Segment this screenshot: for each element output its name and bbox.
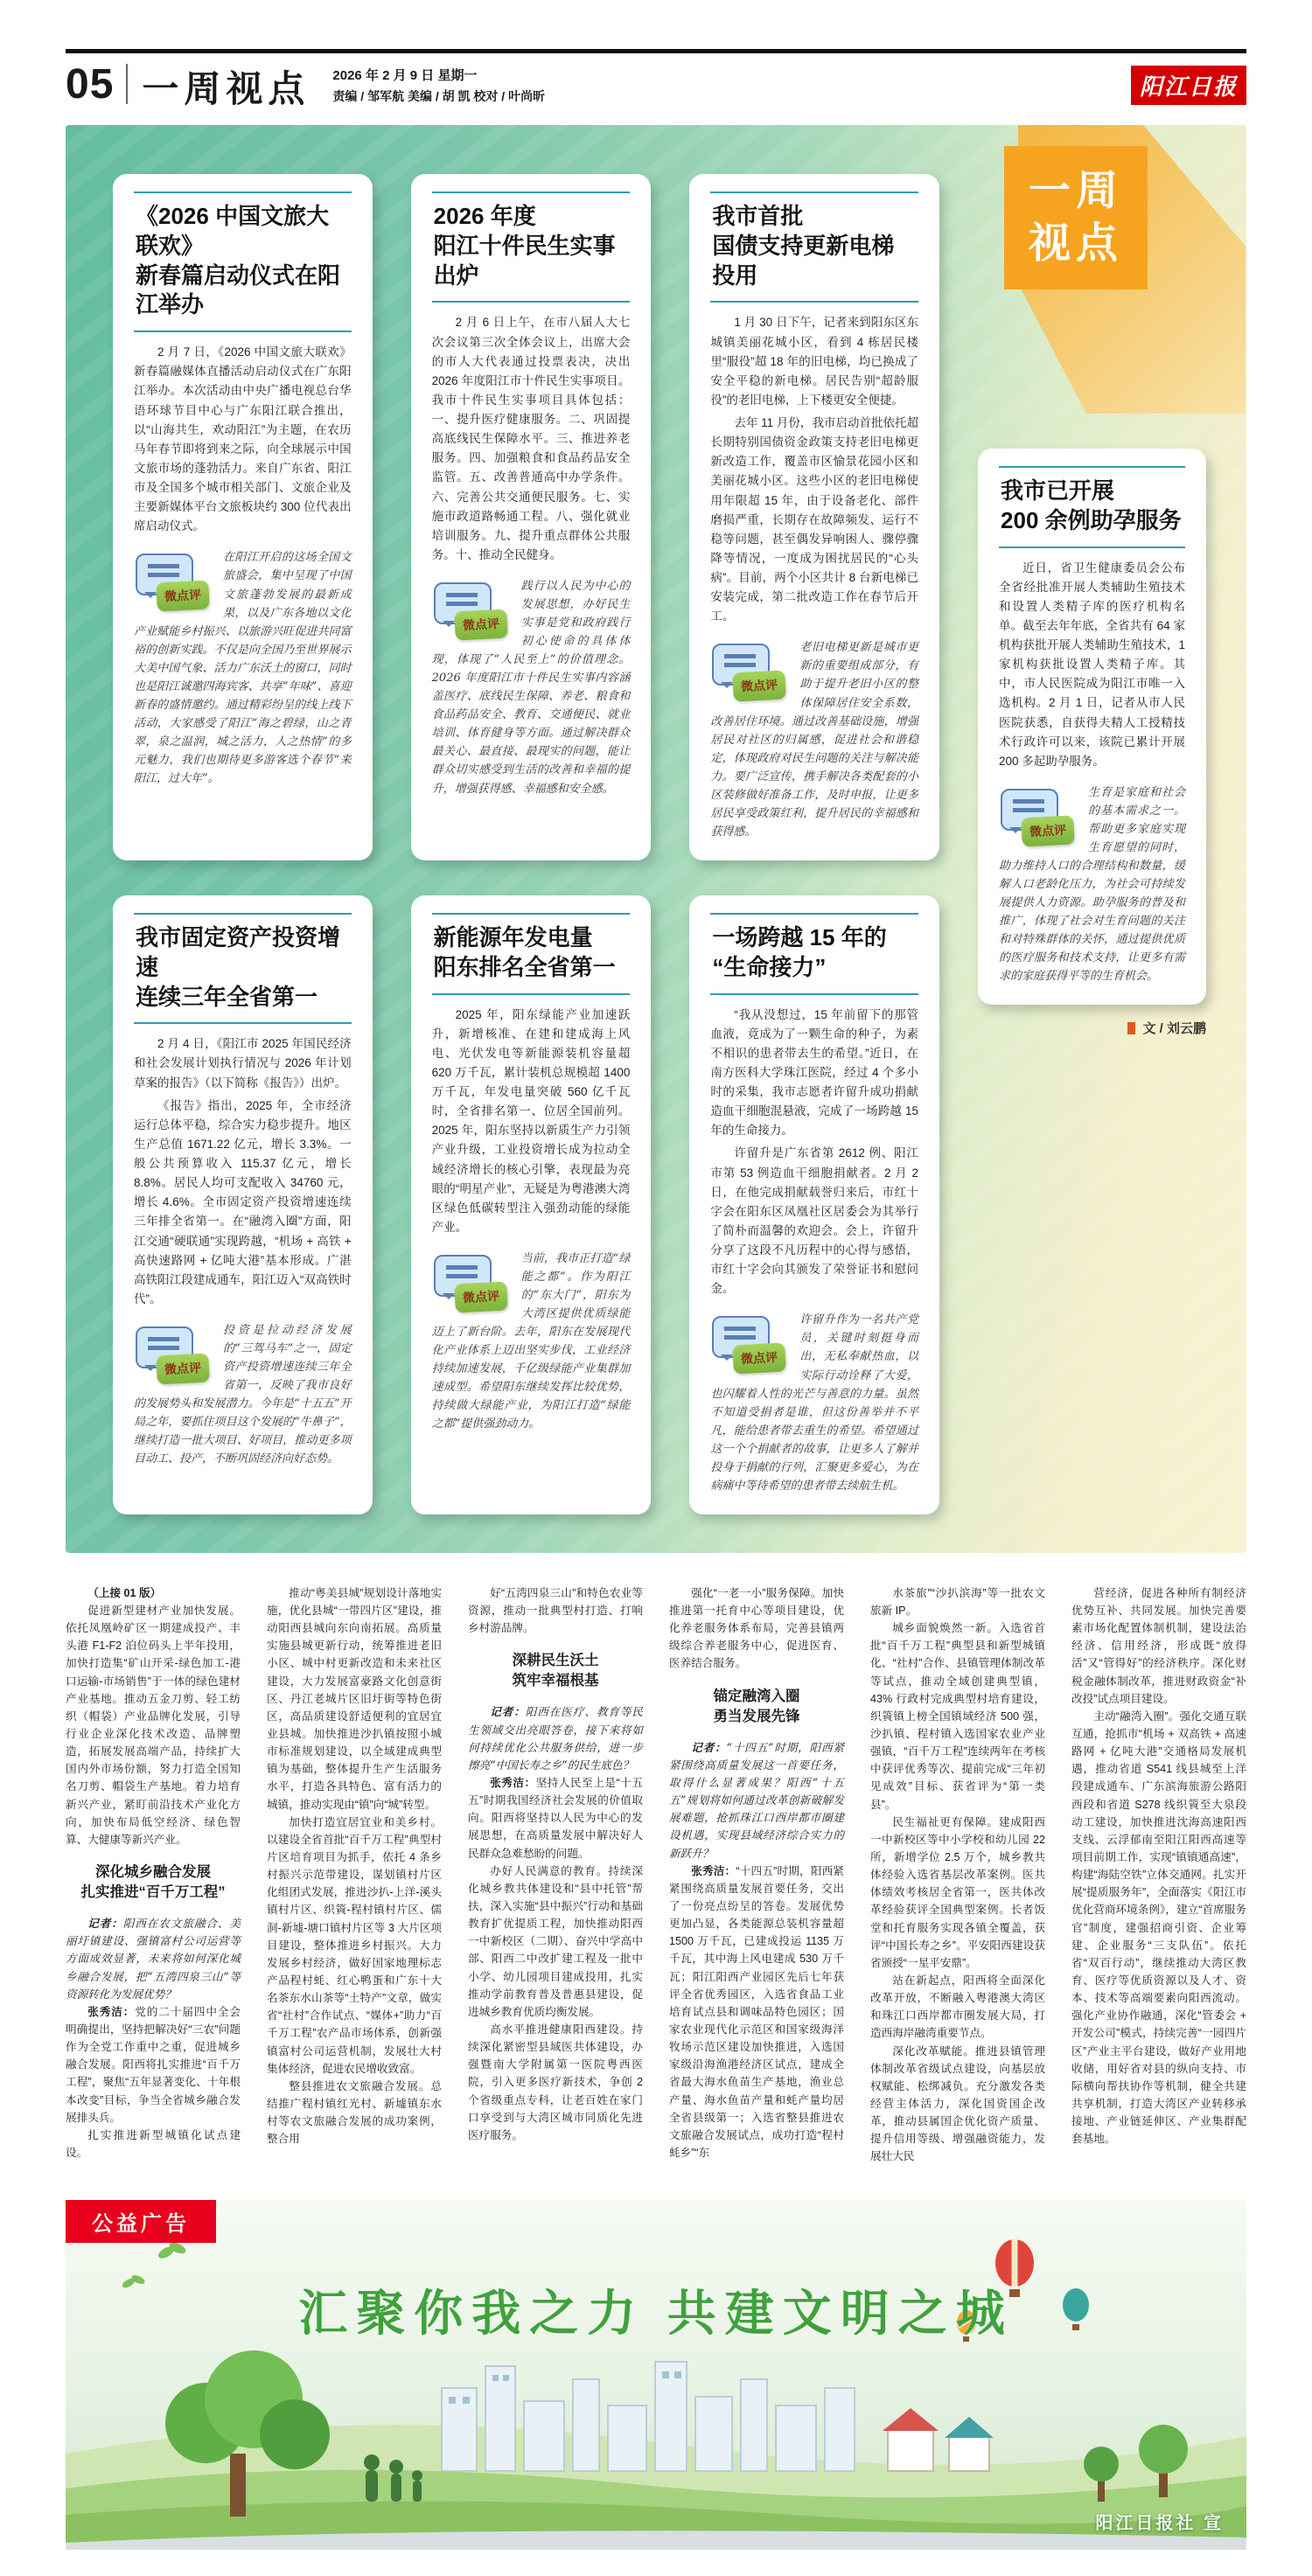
- text-block: 张秀洁：“十四五”时期，阳西紧紧围绕高质量发展首要任务，交出了一份亮点纷呈的答卷。发展优势更加凸显，各类能源总装机容量超 1500 万千瓦，已建成投运 1135 万千瓦，其中海上风电建成 530 万千瓦；阳江阳西产业园区先后七年获评全省优秀园区，入选省食品工业培育试点县和调味品特色园区；国家农业现代化示范区和国家级海洋牧场示范区建设加快推进，入选国家级沿海渔港经济区试点，建成全省最大海水鱼苗生产基地，渔业总产量、海水鱼苗产量和蚝产量均居全省县级第一；入选省整县推进农文旅融合发展试点，成功打造“程村蚝乡”“东: [669, 1864, 845, 2159]
- article-paragraph: 2 月 4 日，《阳江市 2025 年国民经济和社会发展计划执行情况与 2026 年计划草案的报告》（以下简称《报告》）出炉。: [134, 1037, 352, 1090]
- article-title: [432, 913, 631, 995]
- article-body: [432, 1006, 631, 1238]
- page-number: 05: [66, 61, 115, 108]
- article-title-line: 连续三年全省第一: [136, 983, 318, 1010]
- article-title-line: 《2026 中国文旅大联欢》: [136, 203, 330, 259]
- article-body: [710, 1006, 918, 1299]
- text-block: 记者：阳西在医疗、教育等民生领域交出亮眼答卷，接下来将如何持续优化公共服务供给，进一步擦亮“中国长寿之乡”的民生底色？: [468, 1705, 644, 1772]
- banner-title: 一周 视点: [1004, 146, 1148, 289]
- bubble-lines-icon: [1013, 799, 1044, 804]
- text-column-6: [1071, 1584, 1246, 2166]
- speech-bubbles-icon: [134, 1325, 214, 1391]
- text-block: 整县推进农文旅融合发展。总结推广程村镇红光村、新墟镇东水村等农文旅融合发展的成功案例，整合用: [267, 2079, 442, 2146]
- micro-comment-badge: 微点评: [156, 1353, 210, 1384]
- micro-comment: [710, 638, 918, 841]
- public-service-ad: [66, 2200, 1246, 2550]
- micro-comment-badge: 微点评: [1021, 815, 1075, 846]
- article-body: [134, 1034, 352, 1309]
- article-body: [134, 343, 352, 536]
- article-title: [134, 913, 352, 1024]
- article-body: [999, 559, 1185, 771]
- text-block: 加快打造宜居宜业和美乡村。以建设全省首批“百千万工程”典型村片区培育项目为抓手，依托 4 条乡村振兴示范带建设，谋划镇村片区化组团式发展，推进沙扒-上洋-溪头镇村片区、织篢-程村镇村片区、儒洞-新墟-塘口镇村片区等 3 大片区项目建设，整体推进乡村振兴。大力发展乡村经济，做好国家地理标志产品程村蚝、红心鸭蛋和广东十大名茶东水山茶等“土特产”文章，做实省“社村”合作试点、“媒体+”助力“百千万工程”农产品市场体系，创新强镇富村公司运营机制，发展壮大村集体经济，促进农民增收致富。: [267, 1815, 442, 2075]
- text-column-4: [669, 1584, 844, 2166]
- text-block: 民生福祉更有保障。建成阳西一中新校区等中小学校和幼儿园 22 所，新增学位 2.5 万个，城乡教共体经验入选省基层改革案例。医共体绩效考核居全省第一，医共体改革经验获评全国典型案例。长者饭堂和托育服务实现各镇全覆盖，获评“中国长寿之乡”。平安阳西建设获省颁授“一星平安鼎”。: [870, 1815, 1045, 1969]
- micro-comment: [710, 1311, 918, 1494]
- article-title-line: 阳江十件民生实事出炉: [433, 232, 616, 289]
- text-block: 营经济，促进各种所有制经济优势互补、共同发展。加快完善要素市场化配置体制机制，建设法治经济、信用经济，形成既“放得活”又“管得好”的经济秩序。深化财税金融体制改革，推进财政资金“补改投”试点项目建设。: [1071, 1586, 1246, 1705]
- article-paragraph: 去年 11 月份，我市启动首批依托超长期特别国债资金政策支持老旧电梯更新改造工作，覆盖市区愉景花园小区和美丽花城小区。这些小区的老旧电梯使用年限超 15 年，由于设备老化、部件磨损严重，长期存在故障频发、运行不稳等问题，甚至偶发异响困人、骤停骤降等情况，一度成为困扰居民的“心头病”。目前，两个小区共计 8 台新电梯已安装完成，第二批改造工作在春节后开工。: [710, 416, 919, 623]
- text-block: 记者：“十四五”时期，阳西紧紧围绕高质量发展这一首要任务，取得什么显著成果？阳西“十五五”规划将如何通过改革创新破解发展难题，抢抓珠江口西岸都市圈建设机遇，实现县域经济综合实力的新跃升？: [669, 1740, 844, 1860]
- article-title: [710, 191, 918, 303]
- micro-comment-text: 在阳江开启的这场全国文旅盛会，集中呈现了中国文旅蓬勃发展的最新成果，以及广东各地以文化产业赋能乡村振兴、以旅游兴旺促进共同富裕的创新实践。不仅是向全国乃至世界展示大美中国气象、活力广东沃土的窗口，同时也是阳江诚邀四海宾客、共享“年味”、喜迎新春的盛情邀约。通过精彩纷呈的线上线下活动，大家感受了阳江“海之碧绿，山之青翠，泉之温润，城之活力，人之热情”的多元魅力，我们也期待更多游客选个春节“来阳江，过大年”。: [134, 551, 352, 785]
- text-column-3: [468, 1584, 643, 2166]
- text-block: 站在新起点，阳西将全面深化改革开放，不断融入粤港澳大湾区和珠江口西岸都市圈发展大局，打造西海岸融湾重要节点。: [870, 1974, 1045, 2040]
- micro-comment: [432, 577, 631, 798]
- article-card-culture-tourism-gala: [113, 174, 373, 860]
- bubble-lines-icon: [446, 593, 478, 597]
- micro-comment: [432, 1250, 631, 1433]
- text-block: 深化城乡融合发展 扎实推进“百千万工程”: [80, 1863, 226, 1901]
- article-title-line: 新能源年发电量: [433, 923, 593, 950]
- article-paragraph: 《报告》指出，2025 年，全市经济运行总体平稳，综合实力稳步提升。地区生产总值 1671.22 亿元，增长 3.3%。一般公共预算收入 115.37 亿元，增长 8.8%。居民人均可支配收入 34760 元，增长 4.6%。全市固定资产投资增速连续三年排全省第一。在“融湾入圈”方面，阳江交通“硬联通”实现跨越，“机场 + 高铁 + 高快速路网 + 亿吨大港”基本形成。广湛高铁阳江段建成通车，阳江迈入“双高铁时代”。: [134, 1098, 352, 1305]
- bubble-lines-icon: [148, 564, 179, 568]
- article-title-line: 2026 年度: [433, 203, 536, 229]
- speech-bubbles-icon: [999, 787, 1079, 853]
- text-column-2: [267, 1584, 442, 2166]
- text-block: 主动“融湾入圈”。强化交通互联互通，抢抓市“机场 + 双高铁 + 高速路网 + 亿吨大港”交通格局发展机遇，推动省道 S541 线县城至上洋段建成通车、广东滨海旅游公路阳西段和省道 S278 线织篢至大泉段动工建设，加快推进沈海高速阳西支线、云浮郁南至阳江阳西高速等项目前期工作，实现“镇镇通高速”，构建“海陆空铁”立体交通网。扎实开展“提质服务年”，全面落实《阳江市优化营商环境条例》，建立“首席服务官”制度，建强招商引资、企业筹建、企业服务“三支队伍”。依托省“双百行动”，继续推动大湾区教育、医疗等优质资源以及人才、资本、技术等高端要素向阳西流动。强化产业协作融通，深化“管委会 + 开发公司”模式，持续完善“一园四片区”产业主平台建设，做好产业用地收储，用好省对县的纵向支持、市际横向帮扶协作等机制，健全共建共享机制，打造大湾区产业转移承接地、产业链延伸区、产业集群配套基地。: [1071, 1709, 1246, 2146]
- bubble-lines-icon: [148, 1337, 179, 1341]
- ad-slogan: 汇聚你我之力 共建文明之城: [298, 2286, 1014, 2342]
- ad-label: 公益广告: [66, 2200, 216, 2243]
- author-credit: 文 / 刘云鹏: [978, 1019, 1206, 1037]
- text-block: 水茶旅”“沙扒滨海”等一批农文旅新 IP。: [870, 1586, 1045, 1617]
- text-block: 张秀洁：党的二十届四中全会明确提出，坚持把解决好“三农”问题作为全党工作重中之重，促进城乡融合发展。阳西将扎实推进“百千万工程”，聚焦“五年显著变化、十年根本改变”目标，争当全省城乡融合发展排头兵。: [66, 2005, 241, 2124]
- micro-comment: [134, 1321, 352, 1468]
- article-title-line: 我市固定资产投资增速: [136, 923, 341, 980]
- speech-bubbles-icon: [432, 1253, 513, 1319]
- article-title: [134, 191, 352, 332]
- text-block: 城乡面貌焕然一新。入选省首批“百千万工程”典型县和新型城镇化、“社村”合作、县镇管理体制改革等试点，推动全域创建典型镇，43% 行政村完成典型村培育建设，织篢镇上榜全国镇域经济 500 强，沙扒镇、程村镇入选国家农业产业强镇，“百千万工程”连续两年在考核中获评优秀等次、提前完成“三年初见成效”目标、获省评为“第一类县”。: [870, 1622, 1045, 1811]
- micro-comment-badge: 微点评: [454, 609, 508, 640]
- micro-comment-badge: 微点评: [156, 581, 210, 612]
- micro-comment-text: 当前，我市正打造“绿能之都”。作为阳江的“东大门”，阳东为大湾区提供优质绿能迈上了新台阶。去年，阳东在发展现代化产业体系上迈出坚实步伐，工业经济持续加速发展，千亿级绿能产业集群加速成型。希望阳东继续发挥比较优势，持续做大绿能产业，为阳江打造“绿能之都”提供强劲动力。: [431, 1252, 631, 1431]
- right-column: [978, 168, 1206, 1514]
- speech-bubbles-icon: [432, 581, 513, 647]
- city-illustration: [66, 2200, 1246, 2550]
- publication-date: 2026 年 2 月 9 日 星期一: [332, 68, 478, 83]
- bubble-lines-icon: [446, 1265, 478, 1270]
- text-block: 强化“一老一小”服务保障。加快推进第一托育中心等项目建设，优化养老服务体系布局，完善县镇两级综合养老服务中心，促进医育、医养结合服务。: [669, 1586, 844, 1670]
- text-block: （上接 01 版）: [87, 1586, 162, 1599]
- micro-comment-text: 生育是家庭和社会的基本需求之一。帮助更多家庭实现生育愿望的同时，助力维持人口的合理结构和数量，缓解人口老龄化压力，为社会可持续发展提供人力资源。助孕服务的普及和推广，体现了社会对生育问题的关注和对特殊群体的关怀，通过提供优质的医疗服务和技术支持，让更多有需求的家庭获得平等的生育机会。: [999, 785, 1185, 984]
- article-card-life-relay: [689, 895, 939, 1514]
- micro-comment: [134, 548, 352, 788]
- article-title-line: 我市首批: [712, 203, 804, 229]
- text-block: 促进新型建材产业加快发展。依托凤凰岭矿区一期建成投产、丰头港 F1-F2 泊位码头上半年投用，加快打造集“矿山开采-绿色加工-港口运输-市场销售”于一体的绿色建材产业基地。推动五金刀剪、轻工纺织（帽袋）产业品牌化发展，引导行业企业深化技术改造、品牌塑造，拓展发展高端产品，持续扩大国内外市场份额，努力打造全国知名刀剪、帽袋生产基地。着力培育新兴产业，紧盯前沿技术产业化方向，加快布局低空经济、绿色智算、大健康等新兴产业。: [66, 1604, 241, 1846]
- article-title-line: 我市已开展: [1001, 477, 1115, 504]
- speech-bubbles-icon: [710, 642, 791, 708]
- bubble-lines-icon: [724, 654, 756, 658]
- header-meta: [332, 60, 545, 105]
- micro-comment-text: 投资是拉动经济发展的“三驾马车”之一，固定资产投资增速连续三年全省第一，反映了我市良好的发展势头和发展潜力。今年是“十五五”开局之年，要抓住项目这个发展的“牛鼻子”，继续打造一批大项目、好项目，推动更多项目动工、投产，不断巩固经济向好态势。: [134, 1324, 352, 1466]
- editor-credits: 责编 / 邹军航 美编 / 胡 凯 校对 / 叶尚昕: [332, 89, 546, 103]
- article-card-elevator-renewal: [689, 174, 939, 860]
- continued-from-page-one: [66, 1584, 1246, 2166]
- text-block: 高水平推进健康阳西建设。持续深化紧密型县域医共体建设，办强暨南大学附属第一医院粤西医院，引入更多医疗新技术，争创 2 个省级重点专科，让老百姓在家门口享受到与大湾区城市同质化先进医疗服务。: [468, 2023, 643, 2141]
- micro-comment-text: 老旧电梯更新是城市更新的重要组成部分，有助于提升老旧小区的整体保障居住安全系数，改善居住环境。通过改善基础设施，增强居民对社区的归属感，促进社会和谐稳定，体现政府对民生问题的关注与解决能力。要广泛宣传，携手解决各类配套的小区装修做好准备工作，及时申报，让更多居民享受政策红利，提升居民的幸福感和获得感。: [710, 641, 919, 839]
- article-title-line: 国债支持更新电梯投用: [712, 232, 895, 289]
- text-block: 好“五湾四泉三山”和特色农业等资源，推动一批典型村打造、打响乡村游品牌。: [468, 1586, 643, 1635]
- ad-publisher: 阳江日报社 宣: [1095, 2514, 1224, 2534]
- text-block: 深耕民生沃土 筑牢幸福根基: [512, 1653, 599, 1689]
- speech-bubbles-icon: [710, 1314, 791, 1381]
- micro-comment: [999, 783, 1185, 986]
- article-card-new-energy: [411, 895, 652, 1514]
- text-block: 张秀洁：坚持人民至上是“十五五”时期我国经济社会发展的价值取向。阳西将坚持以人民为中心的发展思想，在高质量发展中解决好人民群众急难愁盼的问题。: [468, 1777, 643, 1860]
- speech-bubbles-icon: [134, 552, 214, 618]
- text-block: 推动“粤美县城”规划设计落地实施，优化县城“一带四片区”建设，推动阳西县城向东向南拓展。高质量实施县城更新行动，统筹推进老旧小区、城中村更新改造和未来社区建设，大力发展富豪路文化创意街区、丹江老城片区旧圩街等特色街区，高品质建设舒适便利的宜居宜业县城。加快推进沙扒镇按照小城市标准规划建设，以全域建成典型镇为基础，整体提升生产生活服务水平，打造各具特色、富有活力的城镇，推动实现由“镇”向“城”转型。: [267, 1586, 442, 1811]
- weekly-view-board: [66, 125, 1246, 1553]
- bubble-lines-icon: [724, 1326, 756, 1331]
- article-card-ten-livelihood-projects: [411, 174, 652, 860]
- house-icon: [883, 2408, 994, 2471]
- article-paragraph: 近日，省卫生健康委员会公布全省经批准开展人类辅助生殖技术和设置人类精子库的医疗机构名单。截至去年年底，全省共有 64 家机构获批开展人类辅助生殖技术，1 家机构获批设置人类精子库。其中，市人民医院成为阳江市唯一入选机构。2 月 1 日，记者从市人民医院获悉，自获得夫精人工授精技术行政许可以来，该院已累计开展 200 多起助孕服务。: [999, 560, 1185, 768]
- article-title-line: 新春篇启动仪式在阳江举办: [136, 261, 341, 318]
- article-title-line: 一场跨越 15 年的: [712, 923, 887, 950]
- article-card-fertility-services: [978, 449, 1206, 1005]
- text-block: 记者：阳西在农文旅融合、美丽圩镇建设、强镇富村公司运营等方面成效显著，未来将如何深化城乡融合发展，把“五湾四泉三山”等资源转化为发展优势？: [66, 1917, 241, 2001]
- article-paragraph: 1 月 30 日下午，记者来到阳东区东城镇美丽花城小区，看到 4 栋居民楼里“服役”超 18 年的旧电梯，均已换成了安全平稳的新电梯。居民告别“超龄服役”的老旧电梯，上下楼更安全便捷。: [710, 316, 919, 407]
- text-block: 深化改革赋能。推进县镇管理体制改革省级试点建设，向基层放权赋能、松绑减负。充分激发各类经营主体活力，深化国资国企改革，推动县属国企优化资产质量、提升信用等级、增强融资能力，发展壮大民: [870, 2044, 1045, 2163]
- article-title: [432, 191, 631, 303]
- article-paragraph: 2 月 6 日上午，在市八届人大七次会议第三次全体会议上，出席大会的市人大代表通过投票表决，决出 2026 年度阳江市十件民生实事项目。我市十件民生实事项目具体包括：一、提升医疗健康服务。二、巩固提高底线民生保障水平。三、推进养老服务。四、加强粮食和食品药品安全监管。五、改善普通高中办学条件。六、完善公共交通便民服务。七、实施市政道路畅通工程。八、强化就业培训服务。九、提升重点群体公共服务。十、推动全民健身。: [431, 316, 631, 561]
- text-column-5: [870, 1584, 1045, 2166]
- micro-comment-text: 许留升作为一名共产党员，关键时刻挺身而出，无私奉献热血，以实际行动诠释了大爱，也闪耀着人性的光芒与善意的力量。虽然不知道受捐者是谁，但这份善举并不平凡，能给患者带去重生的希望。希望通过这一个个捐献者的故事，让更多人了解并投身于捐献的行列，汇聚更多爱心，为在病痛中等待希望的患者带去续航生机。: [710, 1313, 919, 1493]
- article-card-fixed-asset-investment: [113, 895, 373, 1514]
- article-title-line: “生命接力”: [712, 953, 827, 980]
- section-title: 一周视点: [142, 68, 311, 109]
- newspaper-masthead: 阳江日报: [1131, 66, 1246, 105]
- article-body: [432, 313, 631, 565]
- text-block: 扎实推进新型城镇化试点建设。: [66, 2128, 241, 2159]
- text-block: 锚定融湾入圈 勇当发展先锋: [713, 1688, 800, 1724]
- article-paragraph: 2025 年，阳东绿能产业加速跃升，新增核准、在建和建成海上风电、光伏发电等新能源装机容量超 620 万千瓦，累计装机总规模超 1400 万千瓦，年发电量突破 560 亿千瓦时，全省排名第一、位居全国前列。2025 年，阳东坚持以新质生产力引领产业升级，工业投资增长成为拉动全域经济增长的核心引擎，表现最为亮眼的“明星产业”，无疑是为粤港澳大湾区绿色低碳转型注入强劲动能的绿能产业。: [431, 1007, 631, 1234]
- text-block: 办好人民满意的教育。持续深化城乡教共体建设和“县中托管”帮扶，深入实施“县中振兴”行动和基础教育扩优提质工程，加快推动阳西一中新校区（二期）、奋兴中学高中部、阳西二中改扩建工程及一批中小学、幼儿园项目建成投用，扎实推动学前教育普及普惠县建设，促进城乡教育优质均衡发展。: [468, 1864, 643, 2018]
- page-header: [66, 0, 1246, 113]
- micro-comment-badge: 微点评: [454, 1281, 508, 1312]
- micro-comment-text: 践行以人民为中心的发展思想，办好民生实事是党和政府践行初心使命的具体体现，体现了“人民至上”的价值理念。2026 年度阳江市十件民生实事内容涵盖医疗、底线民生保障、养老、粮食和食品药品安全、教育、交通便民、就业培训、体育健身等方面。通过解决群众最关心、最直接、最现实的问题，能让群众切实感受到生活的改善和幸福的提升，增强获得感、幸福感和安全感。: [431, 580, 631, 796]
- article-body: [710, 313, 918, 626]
- article-paragraph: 许留升是广东省第 2612 例、阳江市第 53 例造血干细胞捐献者。2 月 2 日，在他完成捐献载誉归来后，市红十字会在阳东区凤凰社区居委会为其举行了简朴而温馨的欢迎会。会上，许留升分享了这段不凡历程中的心得与感悟，市红十字会向其颁发了荣誉证书和慰问金。: [710, 1146, 919, 1296]
- article-title: [999, 466, 1185, 548]
- micro-comment-badge: 微点评: [733, 1343, 787, 1375]
- article-paragraph: “我从没想过，15 年前留下的那管血液，竟成为了一颗生命的种子，为素不相识的患者带去生的希望。”近日，在南方医科大学珠江医院，经过 4 个多小时的采集，我市志愿者许留升成功捐献造血干细胞混悬液，完成了一场跨越 15 年的生命接力。: [710, 1007, 919, 1138]
- article-title-line: 200 余例助孕服务: [1001, 506, 1182, 533]
- weekly-view-banner: [969, 125, 1246, 414]
- text-column-1: [66, 1584, 241, 2166]
- article-paragraph: 2 月 7 日，《2026 中国文旅大联欢》新春篇融媒体直播活动启动仪式在广东阳江举办。本次活动由中央广播电视总台华语环球节目中心与广东阳江联合推出，以“山海共生，欢动阳江”为主题，在农历马年春节即将到来之际，向全球展示中国文旅市场的蓬勃活力。来自广东省、阳江市及全国多个城市相关部门、文旅企业及主要新媒体平台文旅板块约 300 位代表出席启动仪式。: [134, 345, 352, 533]
- article-title-line: 阳东排名全省第一: [433, 953, 616, 980]
- micro-comment-badge: 微点评: [733, 671, 787, 702]
- article-title: [710, 913, 918, 995]
- header-divider: [126, 64, 128, 104]
